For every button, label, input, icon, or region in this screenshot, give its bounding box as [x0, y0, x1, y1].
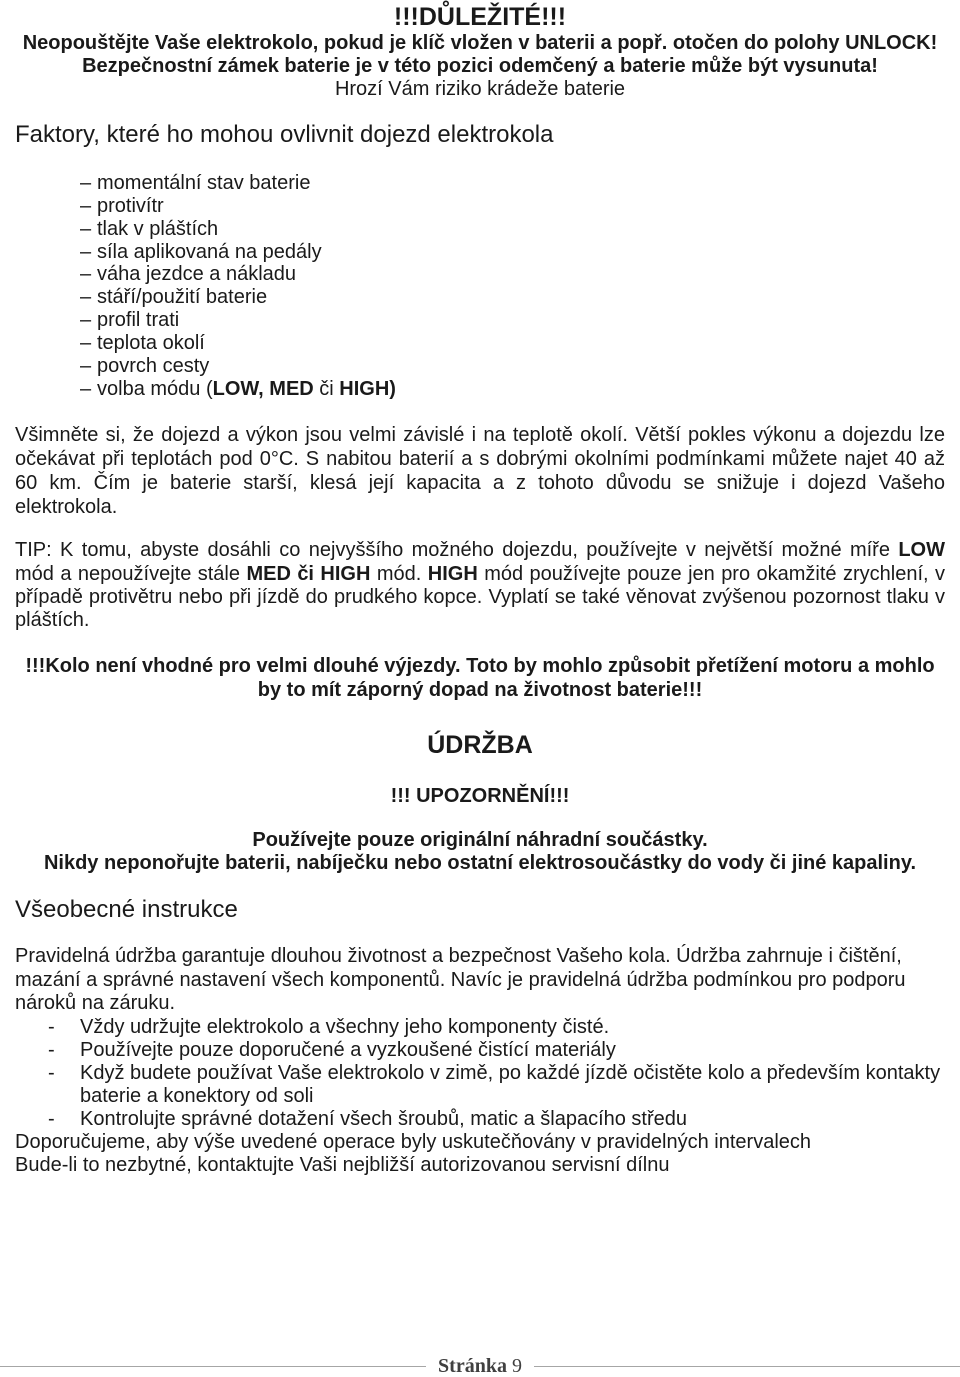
instruction-text-continuation: baterie a konektory od soli — [80, 1085, 314, 1107]
tip-low: LOW — [898, 539, 945, 561]
range-factor-item — [80, 308, 179, 332]
range-factor-item — [80, 194, 164, 218]
list-bullet: - — [48, 1062, 55, 1084]
maintenance-intro-line: Pravidelná údržba garantuje dlouhou životnost a bezpečnost Vašeho kola. Údržba zahrnuje i čištění, — [15, 945, 902, 967]
range-factor-text: protivítr — [97, 195, 164, 217]
range-factor-item — [80, 285, 267, 309]
range-factor-text: váha jezdce a nákladu — [97, 263, 297, 285]
maintenance-intro-line: mazání a správné nastavení všech komponentů. Navíc je pravidelná údržba podmínkou pro podporu — [15, 969, 906, 991]
list-dash: – — [80, 241, 92, 263]
range-factor-item — [80, 240, 322, 264]
temperature-note-line: 60 km. Čím je baterie starší, klesá její kapacita a z tohoto důvodu se snižuje i dojezd Vašeho — [15, 472, 945, 494]
long-ride-warning-line: !!!Kolo není vhodné pro velmi dlouhé výjezdy. Toto by mohlo způsobit přetížení motoru a mohlo — [25, 655, 935, 677]
list-dash: – — [80, 172, 92, 194]
instruction-item — [48, 1015, 609, 1039]
instruction-text: Kontrolujte správné dotažení všech šroubů, matic a šlapacího středu — [80, 1108, 688, 1130]
range-factor-text: povrch cesty — [97, 355, 210, 377]
range-factor-item — [80, 262, 296, 286]
range-factor-text: tlak v pláštích — [97, 218, 219, 240]
general-instructions-heading: Všeobecné instrukce — [15, 896, 238, 923]
important-line-1: Neopouštějte Vaše elektrokolo, pokud je klíč vložen v baterii a popř. otočen do polohy UNLOCK! — [22, 32, 938, 54]
range-factor-text: síla aplikovaná na pedály — [97, 241, 322, 263]
temperature-note-line: Všimněte si, že dojezd a výkon jsou velmi závislé i na teplotě okolí. Větší pokles výkonu a dojezdu lze — [15, 424, 945, 446]
list-dash: – — [80, 309, 92, 331]
range-factors-heading: Faktory, které ho mohou ovlivnit dojezd elektrokola — [15, 121, 554, 148]
page-number-box — [426, 1355, 534, 1377]
list-dash: – — [80, 263, 92, 285]
range-factor-text: stáří/použití baterie — [97, 286, 268, 308]
important-line-2: Bezpečnostní zámek baterie je v této pozici odemčený a baterie může být vysunuta! — [82, 55, 878, 77]
instruction-item — [48, 1107, 687, 1131]
tip-text: mód. — [370, 563, 428, 585]
range-factor-text: momentální stav baterie — [97, 172, 311, 194]
instruction-text: Vždy udržujte elektrokolo a všechny jeho komponenty čisté. — [80, 1016, 610, 1038]
tip-line-1 — [15, 538, 945, 562]
maintenance-title: ÚDRŽBA — [427, 731, 533, 759]
page-label: Stránka — [438, 1355, 507, 1377]
range-factor-text: teplota okolí — [97, 332, 205, 354]
long-ride-warning-line: by to mít záporný dopad na životnost baterie!!! — [257, 679, 703, 701]
important-title: !!!DŮLEŽITÉ!!! — [393, 3, 567, 31]
tip-med-high: MED či HIGH — [246, 563, 371, 585]
range-factor-item — [80, 354, 209, 378]
range-factor-item — [80, 217, 218, 241]
mode-high: HIGH) — [339, 378, 396, 400]
caution-line: Nikdy neponořujte baterii, nabíječku nebo ostatní elektrosoučástky do vody či jiné kapaliny. — [43, 852, 917, 874]
list-bullet: - — [48, 1108, 55, 1130]
caution-heading: !!! UPOZORNĚNÍ!!! — [390, 785, 570, 807]
instruction-item — [48, 1061, 940, 1085]
tip-text: TIP: K tomu, abyste dosáhli co nejvyššího možného dojezdu, používejte v největší možné míře — [15, 539, 899, 561]
important-line-3: Hrozí Vám riziko krádeže baterie — [334, 78, 626, 100]
caution-line: Používejte pouze originální náhradní součástky. — [252, 829, 708, 851]
tip-text: mód a nepoužívejte stále — [15, 563, 247, 585]
tip-line-2 — [15, 562, 945, 586]
instruction-text: Používejte pouze doporučené a vyzkoušené čistící materiály — [80, 1039, 616, 1061]
list-dash: – — [80, 355, 92, 377]
mode-text: volba módu ( — [97, 378, 213, 400]
list-dash: – — [80, 218, 92, 240]
tip-line-4: pláštích. — [15, 609, 90, 631]
list-bullet: - — [48, 1039, 55, 1061]
page-number: 9 — [511, 1355, 522, 1377]
list-dash: – — [80, 195, 92, 217]
tip-high: HIGH — [427, 563, 478, 585]
temperature-note-line: elektrokola. — [15, 496, 118, 518]
closing-line: Doporučujeme, aby výše uvedené operace byly uskutečňovány v pravidelných intervalech — [15, 1131, 812, 1153]
instruction-text: Když budete používat Vaše elektrokolo v zimě, po každé jízdě očistěte kolo a především kontakty — [80, 1062, 941, 1084]
range-factor-item — [80, 171, 310, 195]
maintenance-intro-line: nároků na záruku. — [15, 992, 176, 1014]
instruction-item — [48, 1038, 616, 1062]
mode-low-med: LOW, MED — [212, 378, 314, 400]
list-dash: – — [80, 286, 92, 308]
list-bullet: - — [48, 1016, 55, 1038]
closing-line: Bude-li to nezbytné, kontaktujte Vaši nejbližší autorizovanou servisní dílnu — [15, 1154, 670, 1176]
mode-or: či — [313, 378, 340, 400]
range-factor-item-mode — [80, 377, 396, 401]
tip-line-3: případě protivětru nebo při jízdě do prudkého kopce. Vyplatí se také věnovat zvýšenou pozornost tlaku v — [15, 586, 945, 608]
range-factor-item — [80, 331, 205, 355]
page-footer — [0, 1356, 960, 1376]
temperature-note-line: očekávat při teplotách pod 0°C. S nabitou baterií a s dobrými okolními podmínkami můžete najet 40 až — [15, 448, 945, 470]
range-factor-text: profil trati — [97, 309, 180, 331]
list-dash: – — [80, 332, 92, 354]
tip-text: mód používejte pouze jen pro okamžité zrychlení, v — [477, 563, 945, 585]
list-dash: – — [80, 378, 92, 400]
